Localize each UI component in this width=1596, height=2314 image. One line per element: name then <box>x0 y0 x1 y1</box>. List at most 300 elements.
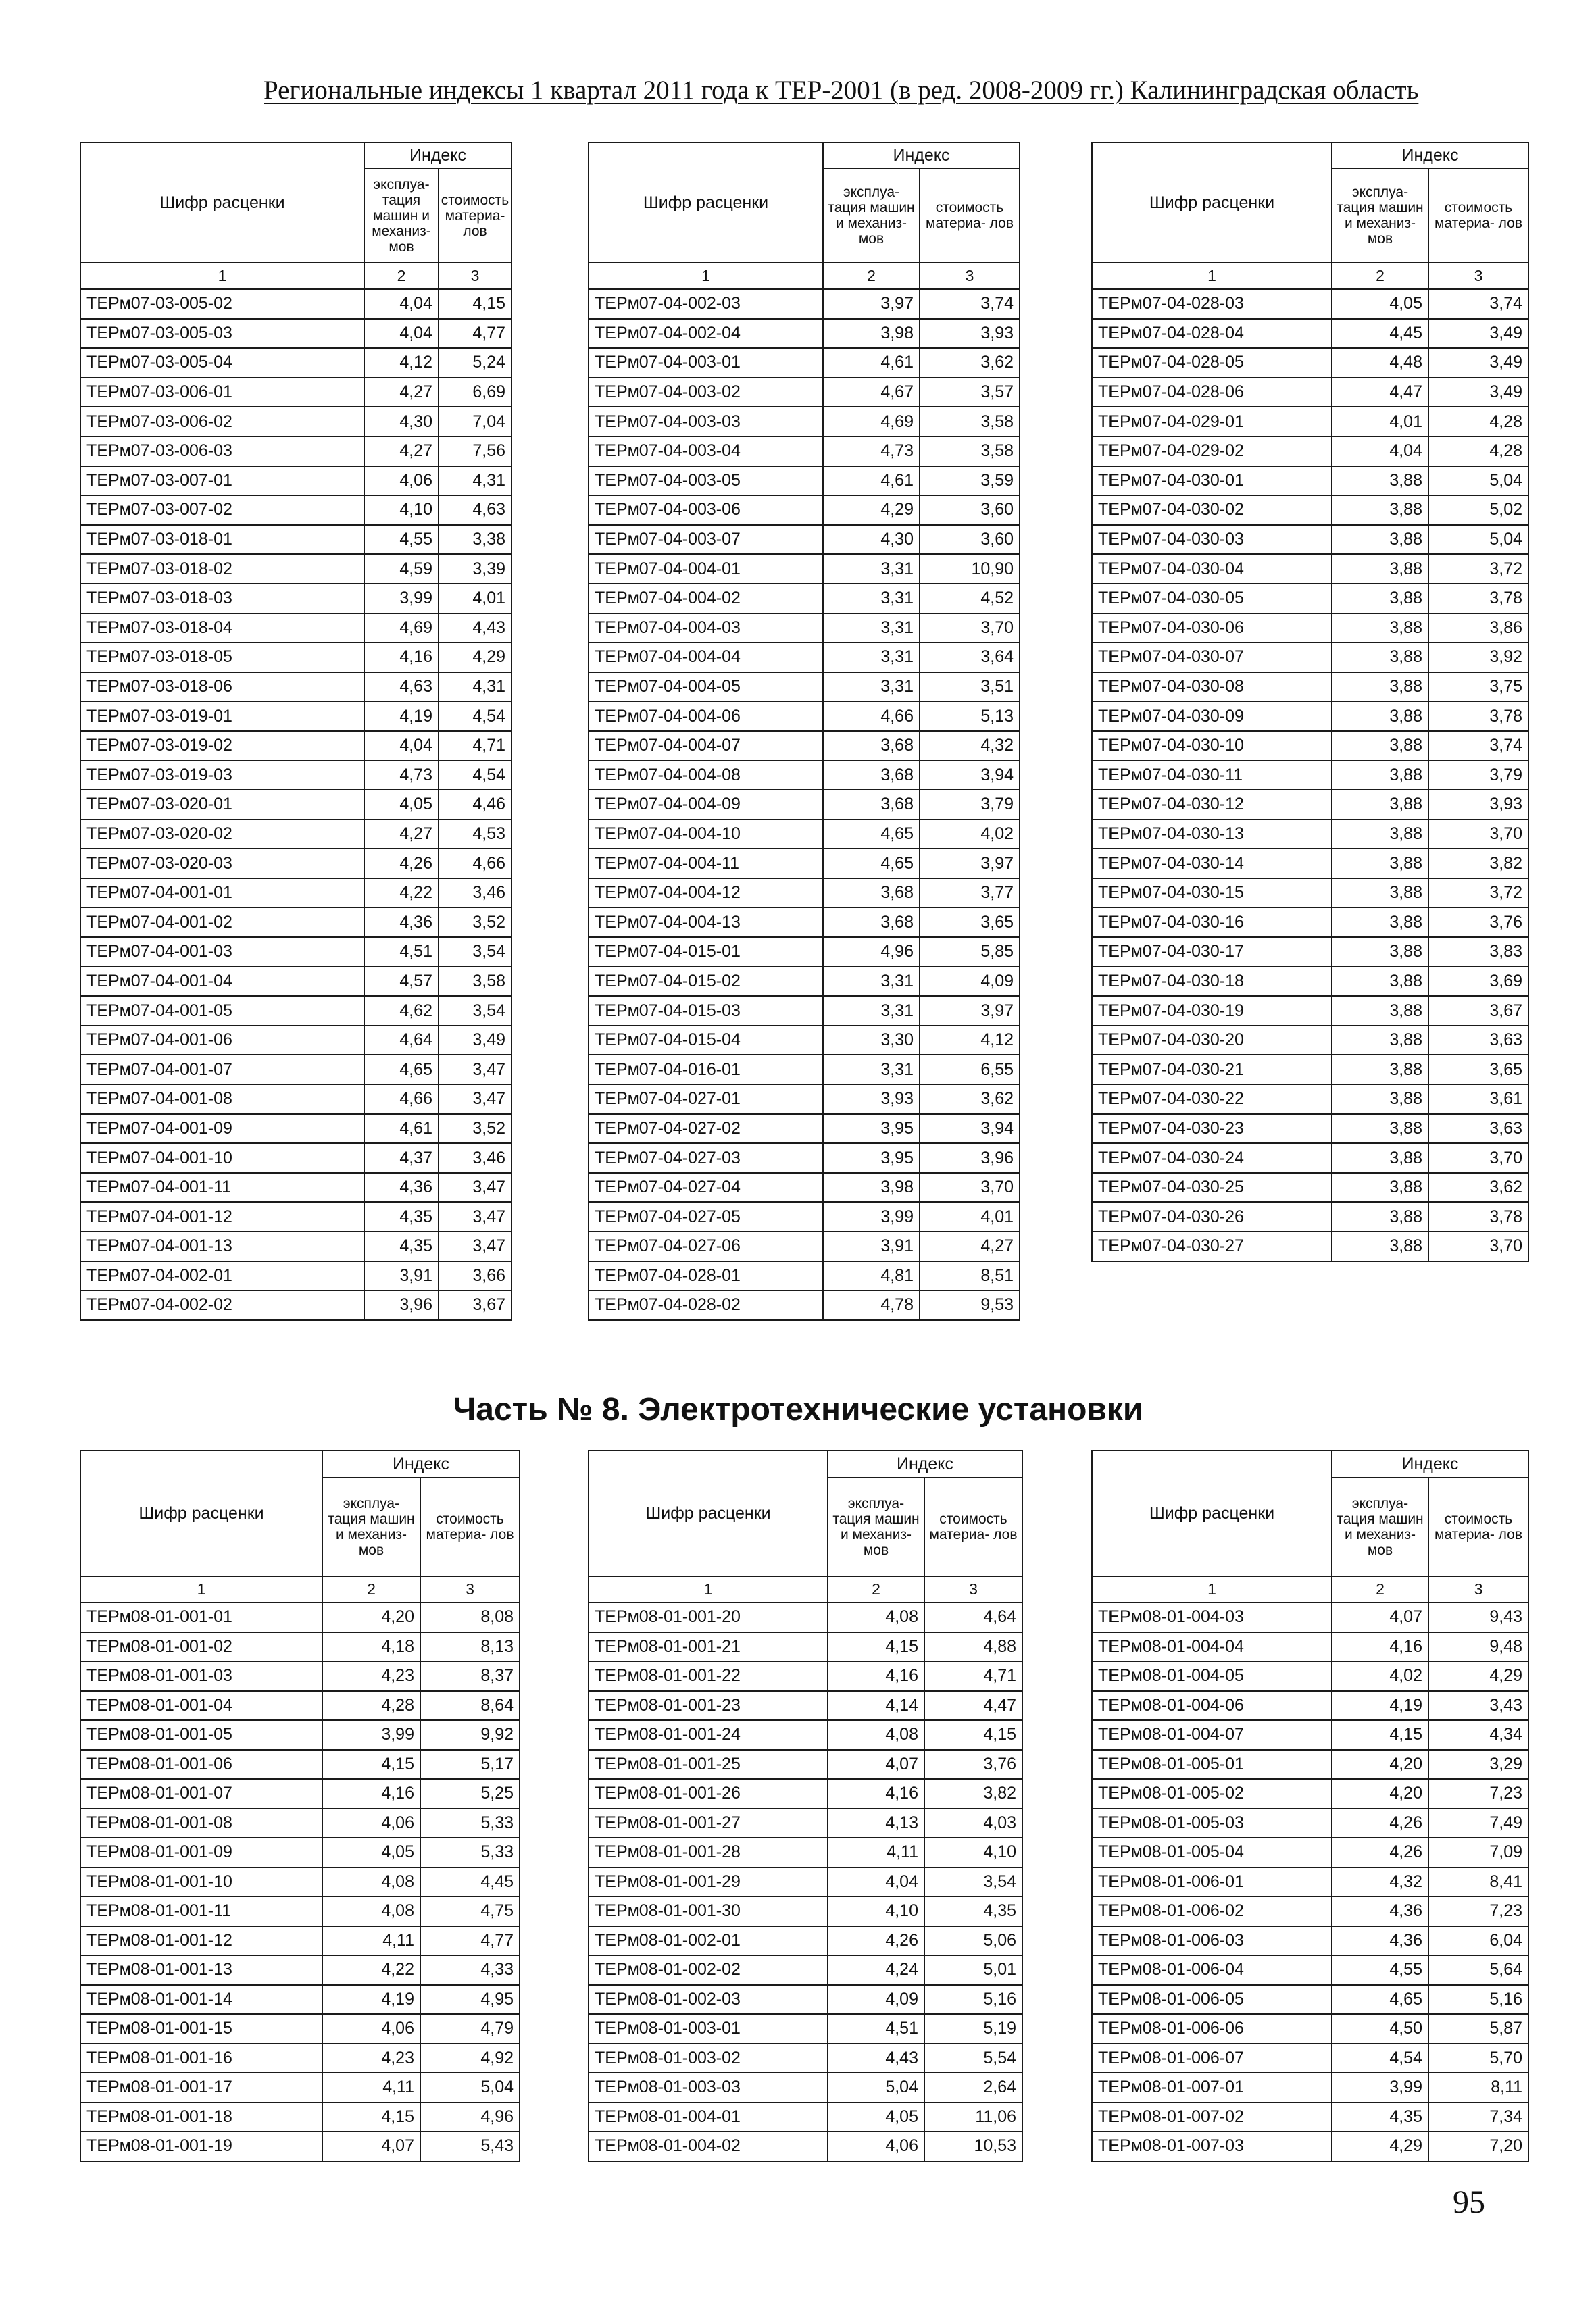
material-index-cell: 8,37 <box>420 1661 520 1691</box>
machine-index-cell: 4,73 <box>364 761 439 790</box>
rate-code-cell: ТЕРм07-04-001-03 <box>80 937 364 967</box>
table-row <box>80 1084 512 1114</box>
material-index-cell: 8,08 <box>420 1603 520 1632</box>
rate-code-cell: ТЕРм07-04-030-12 <box>1092 790 1332 820</box>
table-row <box>1092 967 1528 997</box>
machine-index-cell: 3,99 <box>364 584 439 613</box>
machine-index-cell: 3,88 <box>1332 1173 1428 1203</box>
rate-code-cell: ТЕРм07-04-004-04 <box>589 643 823 672</box>
rate-code-cell: ТЕРм07-04-030-14 <box>1092 849 1332 878</box>
table-row <box>80 1955 520 1985</box>
machine-index-cell: 4,29 <box>823 495 920 525</box>
machine-index-cell: 4,06 <box>364 466 439 496</box>
material-index-cell: 4,63 <box>439 495 512 525</box>
material-index-cell: 3,49 <box>439 1026 512 1055</box>
rate-code-cell: ТЕРм07-04-027-03 <box>589 1143 823 1173</box>
machine-index-cell: 3,88 <box>1332 790 1428 820</box>
material-index-cell: 5,01 <box>924 1955 1022 1985</box>
material-index-cell: 4,12 <box>920 1026 1020 1055</box>
machine-index-cell: 4,36 <box>364 907 439 937</box>
table-row <box>80 1867 520 1897</box>
material-index-cell: 3,46 <box>439 1143 512 1173</box>
machine-index-cell: 4,15 <box>828 1632 924 1662</box>
table-row <box>589 1114 1020 1144</box>
header-code: Шифр расценки <box>589 143 823 263</box>
table-row <box>80 407 512 436</box>
material-index-cell: 9,53 <box>920 1290 1020 1320</box>
table-row <box>589 466 1020 496</box>
rate-code-cell: ТЕРм08-01-001-16 <box>80 2044 322 2073</box>
rate-code-cell: ТЕРм07-04-027-02 <box>589 1114 823 1144</box>
material-index-cell: 5,04 <box>1428 525 1528 555</box>
column-number: 2 <box>1332 1576 1428 1603</box>
table-row <box>80 701 512 731</box>
material-index-cell: 5,54 <box>924 2044 1022 2073</box>
machine-index-cell: 4,20 <box>1332 1750 1428 1780</box>
column-number: 3 <box>924 1576 1022 1603</box>
table-row <box>1092 820 1528 849</box>
material-index-cell: 3,65 <box>920 907 1020 937</box>
index-table-6 <box>1091 1450 1529 2162</box>
table-row <box>1092 2132 1528 2161</box>
machine-index-cell: 4,05 <box>364 790 439 820</box>
rate-code-cell: ТЕРм07-03-018-02 <box>80 554 364 584</box>
rate-code-cell: ТЕРм07-04-028-04 <box>1092 319 1332 349</box>
machine-index-cell: 4,08 <box>322 1896 420 1926</box>
table-row <box>1092 1055 1528 1084</box>
table-row <box>80 2073 520 2103</box>
rate-code-cell: ТЕРм08-01-001-08 <box>80 1809 322 1838</box>
machine-index-cell: 4,09 <box>828 1985 924 2015</box>
machine-index-cell: 4,05 <box>1332 289 1428 319</box>
machine-index-cell: 4,27 <box>364 378 439 407</box>
table-row <box>1092 525 1528 555</box>
rate-code-cell: ТЕРм07-03-020-02 <box>80 820 364 849</box>
table-row <box>1092 348 1528 378</box>
material-index-cell: 6,04 <box>1428 1926 1528 1956</box>
machine-index-cell: 3,31 <box>823 996 920 1026</box>
material-index-cell: 3,77 <box>920 878 1020 908</box>
table-row <box>1092 1084 1528 1114</box>
machine-index-cell: 4,61 <box>823 348 920 378</box>
table-row <box>1092 289 1528 319</box>
table-row <box>1092 1779 1528 1809</box>
machine-index-cell: 3,98 <box>823 319 920 349</box>
rate-code-cell: ТЕРм07-04-030-02 <box>1092 495 1332 525</box>
rate-code-cell: ТЕРм07-04-004-07 <box>589 731 823 761</box>
rate-code-cell: ТЕРм07-04-004-10 <box>589 820 823 849</box>
material-index-cell: 9,43 <box>1428 1603 1528 1632</box>
table-row <box>80 878 512 908</box>
table-row <box>589 495 1020 525</box>
machine-index-cell: 3,30 <box>823 1026 920 1055</box>
rate-code-cell: ТЕРм07-04-028-02 <box>589 1290 823 1320</box>
machine-index-cell: 3,88 <box>1332 907 1428 937</box>
rate-code-cell: ТЕРм07-04-030-25 <box>1092 1173 1332 1203</box>
rate-code-cell: ТЕРм07-04-004-01 <box>589 554 823 584</box>
rate-code-cell: ТЕРм08-01-001-01 <box>80 1603 322 1632</box>
material-index-cell: 3,94 <box>920 761 1020 790</box>
table-row <box>589 1896 1022 1926</box>
machine-index-cell: 3,88 <box>1332 1055 1428 1084</box>
rate-code-cell: ТЕРм08-01-001-07 <box>80 1779 322 1809</box>
material-index-cell: 3,76 <box>924 1750 1022 1780</box>
rate-code-cell: ТЕРм07-03-006-03 <box>80 436 364 466</box>
material-index-cell: 4,03 <box>924 1809 1022 1838</box>
column-number: 3 <box>420 1576 520 1603</box>
table-row <box>80 1202 512 1232</box>
rate-code-cell: ТЕРм07-04-015-02 <box>589 967 823 997</box>
rate-code-cell: ТЕРм08-01-005-01 <box>1092 1750 1332 1780</box>
table-row <box>1092 466 1528 496</box>
material-index-cell: 3,92 <box>1428 643 1528 672</box>
rate-code-cell: ТЕРм07-04-030-13 <box>1092 820 1332 849</box>
machine-index-cell: 3,88 <box>1332 878 1428 908</box>
column-number: 1 <box>1092 263 1332 289</box>
table-row <box>589 436 1020 466</box>
table-header <box>1092 1451 1528 1603</box>
table-row <box>589 613 1020 643</box>
machine-index-cell: 4,10 <box>364 495 439 525</box>
machine-index-cell: 3,88 <box>1332 820 1428 849</box>
machine-index-cell: 4,18 <box>322 1632 420 1662</box>
table-row <box>80 731 512 761</box>
table-row <box>80 613 512 643</box>
material-index-cell: 7,49 <box>1428 1809 1528 1838</box>
rate-code-cell: ТЕРм07-03-018-05 <box>80 643 364 672</box>
machine-index-cell: 3,88 <box>1332 1084 1428 1114</box>
machine-index-cell: 4,15 <box>1332 1720 1428 1750</box>
rate-code-cell: ТЕРм07-03-019-01 <box>80 701 364 731</box>
rate-code-cell: ТЕРм08-01-005-02 <box>1092 1779 1332 1809</box>
machine-index-cell: 4,02 <box>1332 1661 1428 1691</box>
rate-code-cell: ТЕРм07-03-007-01 <box>80 466 364 496</box>
table-row <box>1092 878 1528 908</box>
rate-code-cell: ТЕРм07-04-030-01 <box>1092 466 1332 496</box>
table-row <box>80 996 512 1026</box>
material-index-cell: 8,64 <box>420 1691 520 1721</box>
rate-code-cell: ТЕРм07-04-003-01 <box>589 348 823 378</box>
index-table-2 <box>588 142 1020 1321</box>
table-row <box>80 1261 512 1291</box>
machine-index-cell: 3,68 <box>823 731 920 761</box>
material-index-cell: 8,51 <box>920 1261 1020 1291</box>
rate-code-cell: ТЕРм07-03-019-03 <box>80 761 364 790</box>
table-row <box>80 1055 512 1084</box>
machine-index-cell: 4,14 <box>828 1691 924 1721</box>
material-index-cell: 3,78 <box>1428 1202 1528 1232</box>
table-header <box>80 1451 520 1603</box>
table-row <box>1092 672 1528 702</box>
material-index-cell: 3,79 <box>1428 761 1528 790</box>
machine-index-cell: 3,88 <box>1332 1202 1428 1232</box>
machine-index-cell: 4,26 <box>1332 1838 1428 1867</box>
column-number: 2 <box>322 1576 420 1603</box>
table-row <box>80 1809 520 1838</box>
material-index-cell: 4,52 <box>920 584 1020 613</box>
rate-code-cell: ТЕРм07-04-027-06 <box>589 1232 823 1261</box>
material-index-cell: 4,45 <box>420 1867 520 1897</box>
machine-index-cell: 4,23 <box>322 1661 420 1691</box>
material-index-cell: 3,93 <box>920 319 1020 349</box>
table-row <box>1092 407 1528 436</box>
table-row <box>80 1750 520 1780</box>
table-row <box>589 1143 1020 1173</box>
table-row <box>80 1896 520 1926</box>
material-index-cell: 3,62 <box>920 1084 1020 1114</box>
material-index-cell: 3,82 <box>1428 849 1528 878</box>
table-row <box>80 1779 520 1809</box>
material-index-cell: 4,54 <box>439 701 512 731</box>
table-row <box>1092 1926 1528 1956</box>
machine-index-cell: 4,04 <box>364 731 439 761</box>
table-row <box>1092 378 1528 407</box>
table-row <box>1092 1173 1528 1203</box>
material-index-cell: 8,11 <box>1428 2073 1528 2103</box>
machine-index-cell: 4,06 <box>322 1809 420 1838</box>
rate-code-cell: ТЕРм08-01-001-11 <box>80 1896 322 1926</box>
table-row <box>589 584 1020 613</box>
rate-code-cell: ТЕРм08-01-003-03 <box>589 2073 828 2103</box>
rate-code-cell: ТЕРм07-04-004-13 <box>589 907 823 937</box>
table-row <box>589 790 1020 820</box>
machine-index-cell: 4,05 <box>828 2103 924 2132</box>
table-row <box>80 1173 512 1203</box>
column-number: 2 <box>828 1576 924 1603</box>
machine-index-cell: 4,07 <box>322 2132 420 2161</box>
table-row <box>1092 849 1528 878</box>
table-row <box>1092 1896 1528 1926</box>
rate-code-cell: ТЕРм08-01-001-21 <box>589 1632 828 1662</box>
table-row <box>1092 996 1528 1026</box>
material-index-cell: 4,09 <box>920 967 1020 997</box>
machine-index-cell: 3,98 <box>823 1173 920 1203</box>
machine-index-cell: 4,16 <box>1332 1632 1428 1662</box>
material-index-cell: 3,69 <box>1428 967 1528 997</box>
material-index-cell: 3,47 <box>439 1202 512 1232</box>
table-row <box>80 967 512 997</box>
machine-index-cell: 4,11 <box>828 1838 924 1867</box>
material-index-cell: 7,04 <box>439 407 512 436</box>
table-row <box>1092 1114 1528 1144</box>
machine-index-cell: 3,88 <box>1332 761 1428 790</box>
table-row <box>1092 1143 1528 1173</box>
rate-code-cell: ТЕРм08-01-001-30 <box>589 1896 828 1926</box>
table-row <box>80 907 512 937</box>
rate-code-cell: ТЕРм07-04-030-27 <box>1092 1232 1332 1261</box>
machine-index-cell: 4,81 <box>823 1261 920 1291</box>
rate-code-cell: ТЕРм07-04-001-05 <box>80 996 364 1026</box>
rate-code-cell: ТЕРм08-01-004-05 <box>1092 1661 1332 1691</box>
material-index-cell: 3,61 <box>1428 1084 1528 1114</box>
material-index-cell: 5,85 <box>920 937 1020 967</box>
material-index-cell: 3,46 <box>439 878 512 908</box>
machine-index-cell: 3,88 <box>1332 525 1428 555</box>
table-row <box>589 937 1020 967</box>
header-index: Индекс <box>322 1451 520 1478</box>
table-row <box>1092 907 1528 937</box>
machine-index-cell: 4,13 <box>828 1809 924 1838</box>
rate-code-cell: ТЕРм08-01-001-10 <box>80 1867 322 1897</box>
table-row <box>1092 1202 1528 1232</box>
table-row <box>589 1838 1022 1867</box>
table-row <box>589 2103 1022 2132</box>
rate-code-cell: ТЕРм07-04-004-05 <box>589 672 823 702</box>
machine-index-cell: 4,20 <box>1332 1779 1428 1809</box>
table-row <box>80 289 512 319</box>
material-index-cell: 3,47 <box>439 1173 512 1203</box>
material-index-cell: 4,31 <box>439 466 512 496</box>
table-header <box>589 143 1020 289</box>
material-index-cell: 4,46 <box>439 790 512 820</box>
material-index-cell: 3,63 <box>1428 1026 1528 1055</box>
table-row <box>80 1026 512 1055</box>
material-index-cell: 3,76 <box>1428 907 1528 937</box>
machine-index-cell: 4,63 <box>364 672 439 702</box>
rate-code-cell: ТЕРм08-01-006-03 <box>1092 1926 1332 1956</box>
machine-index-cell: 4,06 <box>828 2132 924 2161</box>
material-index-cell: 3,83 <box>1428 937 1528 967</box>
rate-code-cell: ТЕРм08-01-001-23 <box>589 1691 828 1721</box>
machine-index-cell: 4,22 <box>364 878 439 908</box>
rate-code-cell: ТЕРм08-01-001-27 <box>589 1809 828 1838</box>
machine-index-cell: 4,04 <box>828 1867 924 1897</box>
material-index-cell: 4,27 <box>920 1232 1020 1261</box>
material-index-cell: 3,62 <box>1428 1173 1528 1203</box>
rate-code-cell: ТЕРм07-04-004-08 <box>589 761 823 790</box>
material-index-cell: 3,57 <box>920 378 1020 407</box>
rate-code-cell: ТЕРм08-01-007-02 <box>1092 2103 1332 2132</box>
machine-index-cell: 4,67 <box>823 378 920 407</box>
machine-index-cell: 4,24 <box>828 1955 924 1985</box>
machine-index-cell: 4,50 <box>1332 2014 1428 2044</box>
machine-index-cell: 4,35 <box>1332 2103 1428 2132</box>
table-row <box>80 554 512 584</box>
rate-code-cell: ТЕРм07-04-002-02 <box>80 1290 364 1320</box>
material-index-cell: 4,29 <box>439 643 512 672</box>
machine-index-cell: 3,68 <box>823 761 920 790</box>
material-index-cell: 4,43 <box>439 613 512 643</box>
machine-index-cell: 4,32 <box>1332 1867 1428 1897</box>
rate-code-cell: ТЕРм08-01-005-04 <box>1092 1838 1332 1867</box>
machine-index-cell: 4,37 <box>364 1143 439 1173</box>
machine-index-cell: 4,04 <box>364 289 439 319</box>
machine-index-cell: 4,11 <box>322 2073 420 2103</box>
table-row <box>1092 1838 1528 1867</box>
header-machines: эксплуа- тация машин и механиз- мов <box>823 168 920 263</box>
material-index-cell: 3,38 <box>439 525 512 555</box>
rate-code-cell: ТЕРм08-01-004-07 <box>1092 1720 1332 1750</box>
rate-code-cell: ТЕРм07-04-001-10 <box>80 1143 364 1173</box>
header-machines: эксплуа- тация машин и механиз- мов <box>1332 1478 1428 1576</box>
machine-index-cell: 4,11 <box>322 1926 420 1956</box>
table-row <box>589 1055 1020 1084</box>
rate-code-cell: ТЕРм08-01-004-06 <box>1092 1691 1332 1721</box>
machine-index-cell: 3,88 <box>1332 701 1428 731</box>
table-row <box>80 1603 520 1632</box>
rate-code-cell: ТЕРм07-04-003-07 <box>589 525 823 555</box>
header-machines: эксплуа- тация машин и механиз- мов <box>1332 168 1428 263</box>
material-index-cell: 4,33 <box>420 1955 520 1985</box>
material-index-cell: 5,33 <box>420 1809 520 1838</box>
rate-code-cell: ТЕРм08-01-001-03 <box>80 1661 322 1691</box>
table-row <box>1092 2014 1528 2044</box>
rate-code-cell: ТЕРм07-04-028-03 <box>1092 289 1332 319</box>
rate-code-cell: ТЕРм07-04-015-01 <box>589 937 823 967</box>
material-index-cell: 3,60 <box>920 525 1020 555</box>
material-index-cell: 4,77 <box>439 319 512 349</box>
material-index-cell: 3,86 <box>1428 613 1528 643</box>
machine-index-cell: 4,16 <box>364 643 439 672</box>
material-index-cell: 4,01 <box>439 584 512 613</box>
material-index-cell: 3,97 <box>920 849 1020 878</box>
table-row <box>80 1232 512 1261</box>
table-row <box>589 1750 1022 1780</box>
rate-code-cell: ТЕРм08-01-001-09 <box>80 1838 322 1867</box>
table-row <box>589 348 1020 378</box>
material-index-cell: 3,52 <box>439 1114 512 1144</box>
table-row <box>80 1985 520 2015</box>
rate-code-cell: ТЕРм07-04-003-03 <box>589 407 823 436</box>
rate-code-cell: ТЕРм08-01-004-04 <box>1092 1632 1332 1662</box>
material-index-cell: 5,02 <box>1428 495 1528 525</box>
rate-code-cell: ТЕРм08-01-001-05 <box>80 1720 322 1750</box>
machine-index-cell: 3,88 <box>1332 1143 1428 1173</box>
machine-index-cell: 4,04 <box>364 319 439 349</box>
machine-index-cell: 4,30 <box>364 407 439 436</box>
material-index-cell: 3,29 <box>1428 1750 1528 1780</box>
machine-index-cell: 3,88 <box>1332 731 1428 761</box>
material-index-cell: 3,70 <box>1428 1232 1528 1261</box>
material-index-cell: 4,79 <box>420 2014 520 2044</box>
table-row <box>80 584 512 613</box>
machine-index-cell: 3,88 <box>1332 643 1428 672</box>
material-index-cell: 5,04 <box>1428 466 1528 496</box>
material-index-cell: 3,47 <box>439 1055 512 1084</box>
machine-index-cell: 4,55 <box>364 525 439 555</box>
material-index-cell: 4,95 <box>420 1985 520 2015</box>
machine-index-cell: 4,65 <box>823 820 920 849</box>
rate-code-cell: ТЕРм07-04-030-07 <box>1092 643 1332 672</box>
table-row <box>589 761 1020 790</box>
rate-code-cell: ТЕРм08-01-006-06 <box>1092 2014 1332 2044</box>
material-index-cell: 3,49 <box>1428 348 1528 378</box>
machine-index-cell: 3,68 <box>823 907 920 937</box>
header-code: Шифр расценки <box>589 1451 828 1576</box>
rate-code-cell: ТЕРм07-04-030-04 <box>1092 554 1332 584</box>
header-code: Шифр расценки <box>1092 1451 1332 1576</box>
table-row <box>1092 937 1528 967</box>
machine-index-cell: 4,78 <box>823 1290 920 1320</box>
material-index-cell: 4,28 <box>1428 436 1528 466</box>
rate-code-cell: ТЕРм08-01-001-02 <box>80 1632 322 1662</box>
rate-code-cell: ТЕРм07-04-030-03 <box>1092 525 1332 555</box>
machine-index-cell: 3,88 <box>1332 672 1428 702</box>
machine-index-cell: 4,36 <box>1332 1926 1428 1956</box>
machine-index-cell: 3,93 <box>823 1084 920 1114</box>
rate-code-cell: ТЕРм07-04-030-20 <box>1092 1026 1332 1055</box>
table-row <box>589 319 1020 349</box>
machine-index-cell: 4,36 <box>364 1173 439 1203</box>
table-row <box>80 1661 520 1691</box>
rate-code-cell: ТЕРм08-01-007-01 <box>1092 2073 1332 2103</box>
machine-index-cell: 4,16 <box>828 1779 924 1809</box>
material-index-cell: 5,16 <box>924 1985 1022 2015</box>
table-row <box>589 2132 1022 2161</box>
rate-code-cell: ТЕРм07-04-002-01 <box>80 1261 364 1291</box>
rate-code-cell: ТЕРм07-04-004-06 <box>589 701 823 731</box>
rate-code-cell: ТЕРм07-03-018-04 <box>80 613 364 643</box>
